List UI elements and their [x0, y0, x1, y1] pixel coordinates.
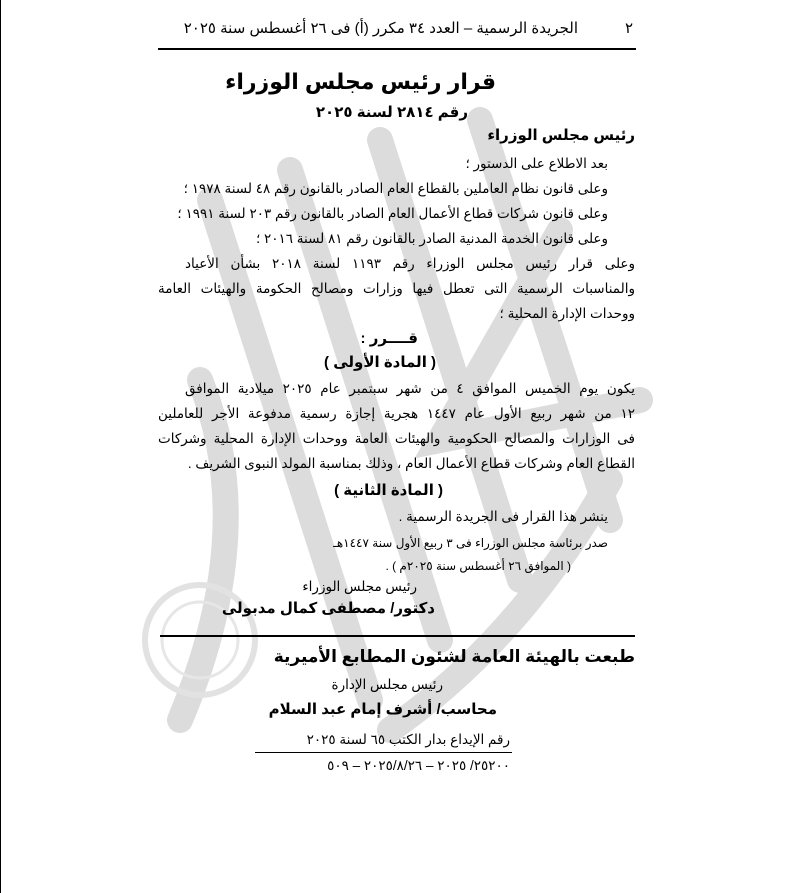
- decided-label: قــــرر :: [360, 330, 418, 347]
- preamble-line: وعلى قرار رئيس مجلس الوزراء رقم ١١٩٣ لسنة ٢٠١٨ بشأن الأعياد: [185, 256, 635, 271]
- preamble-line: وعلى قانون شركات قطاع الأعمال العام الصادر بالقانون رقم ٢٠٣ لسنة ١٩٩١ ؛: [177, 206, 608, 221]
- preamble-line: وعلى قانون نظام العاملين بالقطاع العام الصادر بالقانون رقم ٤٨ لسنة ١٩٧٨ ؛: [183, 181, 608, 196]
- running-title: الجريدة الرسمية – العدد ٣٤ مكرر (أ) فى ٢٦ أغسطس سنة ٢٠٢٥: [183, 20, 578, 37]
- article2-heading: ( المادة الثانية ): [334, 482, 443, 499]
- article1-line: القطاع العام وشركات قطاع الأعمال العام ، وذلك بمناسبة المولد النبوى الشريف .: [187, 456, 635, 471]
- decree-title: قرار رئيس مجلس الوزراء: [225, 69, 496, 94]
- deposit-rule: [255, 752, 512, 753]
- gregorian-date-line: ( الموافق ٢٦ أغسطس سنة ٢٠٢٥م ) .: [385, 559, 571, 573]
- preamble-line: ووحدات الإدارة المحلية ؛: [499, 306, 635, 321]
- decree-number: رقم ٢٨١٤ لسنة ٢٠٢٥: [315, 104, 468, 121]
- article1-line: يكون يوم الخميس الموافق ٤ من شهر سبتمبر عام ٢٠٢٥ ميلادية الموافق: [185, 381, 636, 396]
- article1-heading: ( المادة الأولى ): [324, 354, 436, 371]
- issued-line: صدر برئاسة مجلس الوزراء فى ٣ ربيع الأول سنة ١٤٤٧هـ: [333, 536, 608, 550]
- board-title: رئيس مجلس الإدارة: [331, 677, 443, 692]
- preamble-line: بعد الاطلاع على الدستور ؛: [465, 156, 608, 171]
- article1-line: فى الوزارات والمصالح الحكومية والهيئات العامة ووحدات الإدارة المحلية وشركات: [158, 431, 635, 446]
- page-number: ٢: [624, 20, 633, 37]
- preamble-line: والمناسبات الرسمية التى تعطل فيها وزارات ومصالح الحكومة والهيئات العامة: [158, 281, 635, 296]
- preamble-line: وعلى قانون الخدمة المدنية الصادر بالقانون رقم ٨١ لسنة ٢٠١٦ ؛: [255, 231, 608, 246]
- article2-line: ينشر هذا القرار فى الجريدة الرسمية .: [398, 509, 608, 524]
- footer-rule: [160, 635, 635, 637]
- printer-line: طبعت بالهيئة العامة لشئون المطابع الأميرية: [273, 647, 635, 666]
- issuer-heading: رئيس مجلس الوزراء: [487, 127, 635, 144]
- print-code: ٢٥٢٠٠/ ٢٠٢٥ – ٢٠٢٥/٨/٢٦ – ٥٠٩: [327, 758, 510, 773]
- header-rule: [158, 48, 636, 50]
- signatory-title: رئيس مجلس الوزراء: [302, 579, 417, 594]
- deposit-number: رقم الإيداع بدار الكتب ٦٥ لسنة ٢٠٢٥: [306, 732, 510, 747]
- board-name: محاسب/ أشرف إمام عبد السلام: [268, 701, 497, 718]
- signatory-name: دكتور/ مصطفى كمال مدبولى: [221, 600, 435, 617]
- article1-line: ١٢ من شهر ربيع الأول عام ١٤٤٧ هجرية إجازة رسمية مدفوعة الأجر للعاملين: [158, 406, 635, 421]
